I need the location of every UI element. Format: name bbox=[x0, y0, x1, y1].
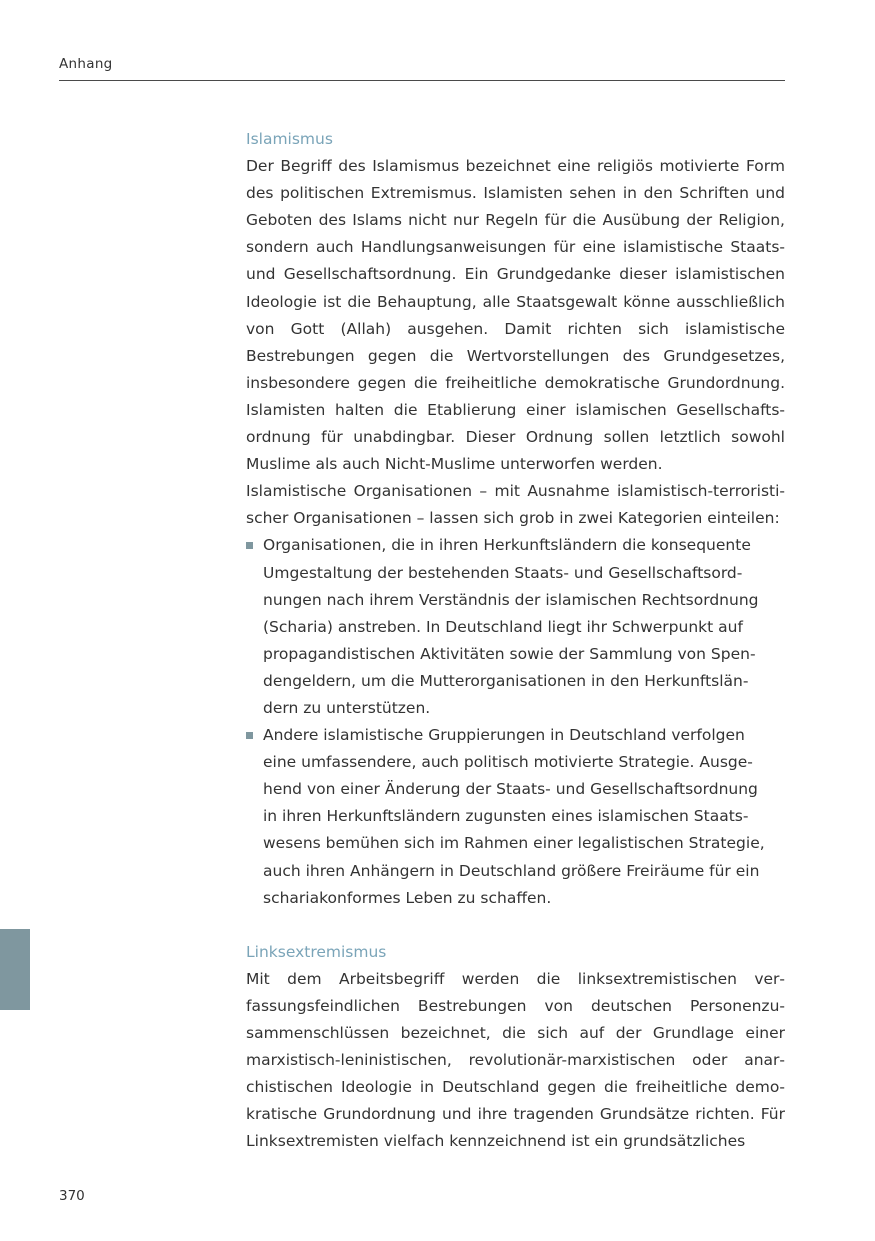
running-header bbox=[59, 56, 785, 81]
section-spacer bbox=[246, 912, 785, 939]
paragraph: Islamistische Organisationen – mit Ausnahme islamistisch-terroristischer Organisationen – lassen sich grob in zwei Kategorien einteilen: bbox=[246, 482, 785, 528]
bullet-list bbox=[246, 532, 785, 911]
running-header-label: Anhang bbox=[59, 56, 113, 72]
square-bullet-icon bbox=[246, 732, 253, 739]
section-title: Islamismus bbox=[246, 130, 333, 148]
section-linksextremismus bbox=[246, 939, 785, 1156]
list-item bbox=[246, 722, 773, 912]
list-item-text: Andere islamistische Gruppierungen in Deutschland verfolgen eine umfassendere, auch politisch motivierte Strategie. Ausgehend von einer Änderung der Staats- und Gesellschaftsordnung in ihren Herkunftsländern zugunsten eines islamischen Staatswesens bemühen sich im Rahmen einer legalistischen Strategie, auch ihren Anhängern in Deutschland größere Freiräume für ein schariakonformes Leben zu schaffen. bbox=[263, 726, 765, 907]
section-title: Linksextremismus bbox=[246, 942, 387, 961]
list-item-text: Organisationen, die in ihren Herkunftsländern die konsequente Umgestaltung der bestehenden Staats- und Gesellschaftsordnungen nach ihrem Verständnis der islamischen Rechtsordnung (Scharia) anstreben. In Deutschland liegt ihr Schwerpunkt auf propagandistischen Aktivitäten sowie der Sammlung von Spendengeldern, um die Mutterorganisationen in den Herkunftsländern zu unterstützen. bbox=[263, 536, 759, 717]
page-number: 370 bbox=[59, 1188, 85, 1204]
section-islamismus bbox=[246, 126, 785, 912]
list-item bbox=[246, 532, 773, 722]
paragraph: Mit dem Arbeitsbegriff werden die linksextremistischen verfassungsfeindlichen Bestrebungen von deutschen Personenzusammenschlüssen bezeichnet, die sich auf der Grundlage einer marxistisch-leninistischen, revolutionär-marxistischen oder anarchistischen Ideologie in Deutschland gegen die freiheitliche demokratische Grundordnung und ihre tragenden Grundsätze richten. Für Linksextremisten vielfach kennzeichnend ist ein grundsätzliches bbox=[246, 969, 785, 1151]
main-content bbox=[246, 126, 785, 1155]
paragraph: Der Begriff des Islamismus bezeichnet eine religiös motivierte Form des politischen Extremismus. Islamisten sehen in den Schriften und Geboten des Islams nicht nur Regeln für die Ausübung der Religion, sondern auch Handlungsanweisungen für eine islamistische Staats- und Gesellschaftsordnung. Ein Grundgedanke dieser islamistischen Ideologie ist die Behauptung, alle Staatsgewalt könne ausschließlich von Gott (Allah) ausgehen. Damit richten sich islamistische Bestrebungen gegen die Wertvorstellungen des Grundgesetzes, insbesondere gegen die freiheitliche demokratische Grundordnung. Islamisten halten die Etablierung einer islamischen Gesellschaftsordnung für unabdingbar. Dieser Ordnung sollen letztlich sowohl Muslime als auch Nicht-Muslime unterworfen werden. bbox=[246, 157, 785, 474]
chapter-side-tab bbox=[0, 929, 30, 1010]
square-bullet-icon bbox=[246, 542, 253, 549]
